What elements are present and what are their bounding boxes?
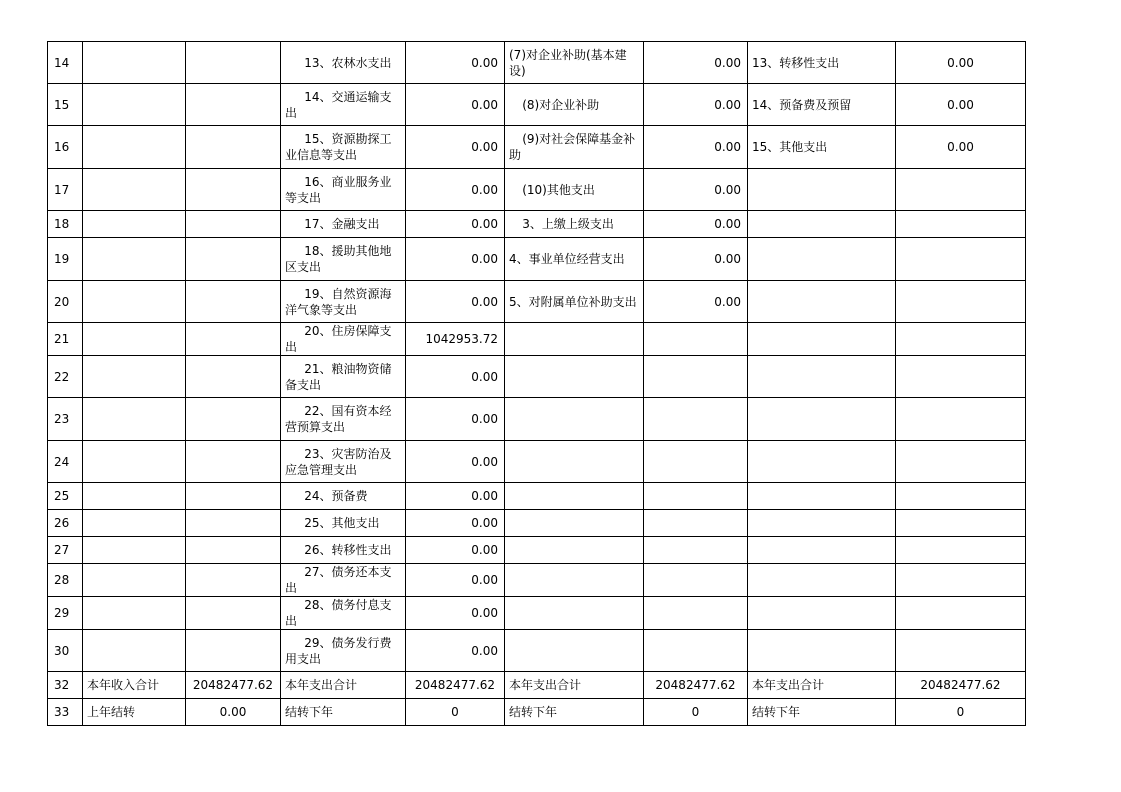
income-item-cell: [83, 441, 186, 483]
table-row: [48, 281, 1026, 323]
expense-department-amount-cell: 0.00: [896, 42, 1026, 84]
expense-department-item-cell: [748, 281, 896, 323]
expense-economic-amount-cell: [644, 441, 748, 483]
income-item-cell: 上年结转: [83, 699, 186, 726]
expense-economic-item-cell: [505, 483, 644, 510]
row-number-cell: 17: [48, 169, 83, 211]
income-item-cell: [83, 398, 186, 441]
row-number-cell: 27: [48, 537, 83, 564]
expense-function-amount-cell: 0.00: [406, 564, 505, 597]
expense-department-amount-cell: [896, 211, 1026, 238]
expense-department-item-cell: [748, 597, 896, 630]
income-amount-cell: [186, 84, 281, 126]
expense-department-amount-cell: [896, 597, 1026, 630]
expense-function-amount-cell: 0.00: [406, 169, 505, 211]
expense-department-amount-cell: [896, 537, 1026, 564]
table-row: [48, 672, 1026, 699]
expense-economic-amount-cell: 0.00: [644, 42, 748, 84]
expense-department-item-cell: [748, 323, 896, 356]
expense-economic-item-cell: [505, 398, 644, 441]
table-row: [48, 537, 1026, 564]
income-amount-cell: [186, 211, 281, 238]
row-number-cell: 19: [48, 238, 83, 281]
expense-economic-item-cell: (10)其他支出: [505, 169, 644, 211]
expense-department-amount-cell: [896, 483, 1026, 510]
expense-function-item-cell: 16、商业服务业等支出: [281, 169, 406, 211]
expense-function-amount-cell: 0.00: [406, 597, 505, 630]
expense-economic-amount-cell: [644, 510, 748, 537]
expense-economic-item-cell: [505, 630, 644, 672]
expense-function-amount-cell: 0.00: [406, 398, 505, 441]
income-item-cell: [83, 537, 186, 564]
expense-function-amount-cell: 0.00: [406, 510, 505, 537]
expense-function-item-cell: 13、农林水支出: [281, 42, 406, 84]
row-number-cell: 24: [48, 441, 83, 483]
expense-department-item-cell: 结转下年: [748, 699, 896, 726]
expense-department-item-cell: 14、预备费及预留: [748, 84, 896, 126]
expense-department-item-cell: [748, 510, 896, 537]
expense-economic-item-cell: [505, 441, 644, 483]
expense-economic-amount-cell: [644, 323, 748, 356]
expense-economic-item-cell: [505, 597, 644, 630]
expense-department-amount-cell: 0.00: [896, 84, 1026, 126]
expense-department-amount-cell: 20482477.62: [896, 672, 1026, 699]
row-number-cell: 25: [48, 483, 83, 510]
expense-department-amount-cell: [896, 323, 1026, 356]
expense-department-amount-cell: 0: [896, 699, 1026, 726]
income-amount-cell: [186, 281, 281, 323]
income-item-cell: 本年收入合计: [83, 672, 186, 699]
expense-economic-item-cell: [505, 356, 644, 398]
row-number-cell: 16: [48, 126, 83, 169]
row-number-cell: 28: [48, 564, 83, 597]
income-amount-cell: [186, 441, 281, 483]
table-row: [48, 564, 1026, 597]
expense-economic-amount-cell: [644, 564, 748, 597]
expense-function-amount-cell: 0.00: [406, 84, 505, 126]
row-number-cell: 26: [48, 510, 83, 537]
income-amount-cell: 20482477.62: [186, 672, 281, 699]
budget-table: [47, 41, 1026, 726]
expense-economic-item-cell: [505, 510, 644, 537]
expense-economic-item-cell: (9)对社会保障基金补助: [505, 126, 644, 169]
expense-function-item-cell: 22、国有资本经营预算支出: [281, 398, 406, 441]
expense-function-item-cell: 结转下年: [281, 699, 406, 726]
income-item-cell: [83, 597, 186, 630]
expense-function-item-cell: 28、债务付息支出: [281, 597, 406, 630]
expense-function-amount-cell: 0: [406, 699, 505, 726]
expense-economic-amount-cell: [644, 630, 748, 672]
expense-function-amount-cell: 20482477.62: [406, 672, 505, 699]
expense-department-item-cell: [748, 630, 896, 672]
income-item-cell: [83, 238, 186, 281]
expense-department-item-cell: [748, 483, 896, 510]
row-number-cell: 18: [48, 211, 83, 238]
expense-function-amount-cell: 1042953.72: [406, 323, 505, 356]
expense-department-amount-cell: [896, 238, 1026, 281]
income-item-cell: [83, 483, 186, 510]
expense-function-item-cell: 24、预备费: [281, 483, 406, 510]
expense-economic-item-cell: (8)对企业补助: [505, 84, 644, 126]
income-amount-cell: [186, 42, 281, 84]
income-amount-cell: [186, 398, 281, 441]
table-row: [48, 211, 1026, 238]
expense-economic-item-cell: 5、对附属单位补助支出: [505, 281, 644, 323]
income-item-cell: [83, 630, 186, 672]
expense-department-amount-cell: [896, 281, 1026, 323]
expense-department-amount-cell: 0.00: [896, 126, 1026, 169]
expense-department-amount-cell: [896, 169, 1026, 211]
expense-function-amount-cell: 0.00: [406, 211, 505, 238]
expense-function-item-cell: 26、转移性支出: [281, 537, 406, 564]
expense-department-item-cell: [748, 238, 896, 281]
expense-economic-item-cell: 4、事业单位经营支出: [505, 238, 644, 281]
expense-department-amount-cell: [896, 356, 1026, 398]
expense-economic-amount-cell: 0.00: [644, 84, 748, 126]
expense-economic-item-cell: [505, 564, 644, 597]
expense-function-item-cell: 25、其他支出: [281, 510, 406, 537]
expense-department-item-cell: [748, 398, 896, 441]
expense-economic-amount-cell: [644, 597, 748, 630]
expense-function-item-cell: 20、住房保障支出: [281, 323, 406, 356]
expense-function-amount-cell: 0.00: [406, 126, 505, 169]
expense-economic-item-cell: (7)对企业补助(基本建设): [505, 42, 644, 84]
row-number-cell: 22: [48, 356, 83, 398]
expense-function-amount-cell: 0.00: [406, 356, 505, 398]
income-item-cell: [83, 356, 186, 398]
table-row: [48, 597, 1026, 630]
expense-department-amount-cell: [896, 441, 1026, 483]
expense-department-item-cell: [748, 169, 896, 211]
expense-economic-item-cell: [505, 323, 644, 356]
expense-function-item-cell: 21、粮油物资储备支出: [281, 356, 406, 398]
income-item-cell: [83, 211, 186, 238]
expense-function-item-cell: 17、金融支出: [281, 211, 406, 238]
expense-economic-amount-cell: [644, 356, 748, 398]
income-item-cell: [83, 169, 186, 211]
income-amount-cell: [186, 323, 281, 356]
income-item-cell: [83, 84, 186, 126]
expense-economic-item-cell: 3、上缴上级支出: [505, 211, 644, 238]
income-amount-cell: [186, 564, 281, 597]
expense-department-amount-cell: [896, 564, 1026, 597]
table-row: [48, 84, 1026, 126]
income-item-cell: [83, 42, 186, 84]
expense-economic-amount-cell: 0.00: [644, 211, 748, 238]
expense-economic-amount-cell: [644, 483, 748, 510]
expense-function-item-cell: 18、援助其他地区支出: [281, 238, 406, 281]
expense-economic-amount-cell: [644, 398, 748, 441]
table-row: [48, 323, 1026, 356]
expense-department-amount-cell: [896, 510, 1026, 537]
row-number-cell: 32: [48, 672, 83, 699]
table-row: [48, 169, 1026, 211]
row-number-cell: 23: [48, 398, 83, 441]
expense-economic-amount-cell: 0: [644, 699, 748, 726]
expense-function-item-cell: 19、自然资源海洋气象等支出: [281, 281, 406, 323]
table-row: [48, 699, 1026, 726]
expense-function-item-cell: 27、债务还本支出: [281, 564, 406, 597]
expense-economic-amount-cell: 0.00: [644, 169, 748, 211]
income-item-cell: [83, 510, 186, 537]
expense-economic-amount-cell: 0.00: [644, 238, 748, 281]
row-number-cell: 20: [48, 281, 83, 323]
expense-department-item-cell: [748, 537, 896, 564]
table-row: [48, 441, 1026, 483]
expense-function-amount-cell: 0.00: [406, 630, 505, 672]
expense-department-item-cell: 15、其他支出: [748, 126, 896, 169]
expense-function-amount-cell: 0.00: [406, 537, 505, 564]
row-number-cell: 29: [48, 597, 83, 630]
income-item-cell: [83, 323, 186, 356]
table-row: [48, 238, 1026, 281]
expense-economic-amount-cell: [644, 537, 748, 564]
expense-function-item-cell: 29、债务发行费用支出: [281, 630, 406, 672]
income-item-cell: [83, 281, 186, 323]
income-amount-cell: [186, 537, 281, 564]
expense-department-item-cell: [748, 441, 896, 483]
table-row: [48, 630, 1026, 672]
expense-department-item-cell: 13、转移性支出: [748, 42, 896, 84]
expense-economic-amount-cell: 20482477.62: [644, 672, 748, 699]
table-row: [48, 126, 1026, 169]
expense-department-item-cell: 本年支出合计: [748, 672, 896, 699]
expense-function-amount-cell: 0.00: [406, 483, 505, 510]
expense-function-item-cell: 23、灾害防治及应急管理支出: [281, 441, 406, 483]
expense-function-item-cell: 15、资源勘探工业信息等支出: [281, 126, 406, 169]
expense-function-amount-cell: 0.00: [406, 281, 505, 323]
table-row: [48, 483, 1026, 510]
expense-economic-item-cell: 结转下年: [505, 699, 644, 726]
expense-economic-amount-cell: 0.00: [644, 281, 748, 323]
income-amount-cell: [186, 597, 281, 630]
table-row: [48, 510, 1026, 537]
table-body: [48, 42, 1026, 726]
expense-department-item-cell: [748, 564, 896, 597]
row-number-cell: 15: [48, 84, 83, 126]
income-amount-cell: [186, 510, 281, 537]
income-amount-cell: [186, 630, 281, 672]
row-number-cell: 14: [48, 42, 83, 84]
expense-function-amount-cell: 0.00: [406, 238, 505, 281]
expense-department-amount-cell: [896, 398, 1026, 441]
income-item-cell: [83, 564, 186, 597]
expense-function-amount-cell: 0.00: [406, 42, 505, 84]
row-number-cell: 33: [48, 699, 83, 726]
expense-economic-item-cell: [505, 537, 644, 564]
table-row: [48, 356, 1026, 398]
income-amount-cell: [186, 126, 281, 169]
expense-economic-amount-cell: 0.00: [644, 126, 748, 169]
income-amount-cell: [186, 356, 281, 398]
expense-function-item-cell: 14、交通运输支出: [281, 84, 406, 126]
expense-department-amount-cell: [896, 630, 1026, 672]
income-amount-cell: [186, 238, 281, 281]
table-row: [48, 42, 1026, 84]
table-row: [48, 398, 1026, 441]
expense-economic-item-cell: 本年支出合计: [505, 672, 644, 699]
expense-department-item-cell: [748, 356, 896, 398]
expense-function-item-cell: 本年支出合计: [281, 672, 406, 699]
expense-function-amount-cell: 0.00: [406, 441, 505, 483]
income-item-cell: [83, 126, 186, 169]
expense-department-item-cell: [748, 211, 896, 238]
row-number-cell: 30: [48, 630, 83, 672]
income-amount-cell: [186, 169, 281, 211]
income-amount-cell: [186, 483, 281, 510]
row-number-cell: 21: [48, 323, 83, 356]
income-amount-cell: 0.00: [186, 699, 281, 726]
